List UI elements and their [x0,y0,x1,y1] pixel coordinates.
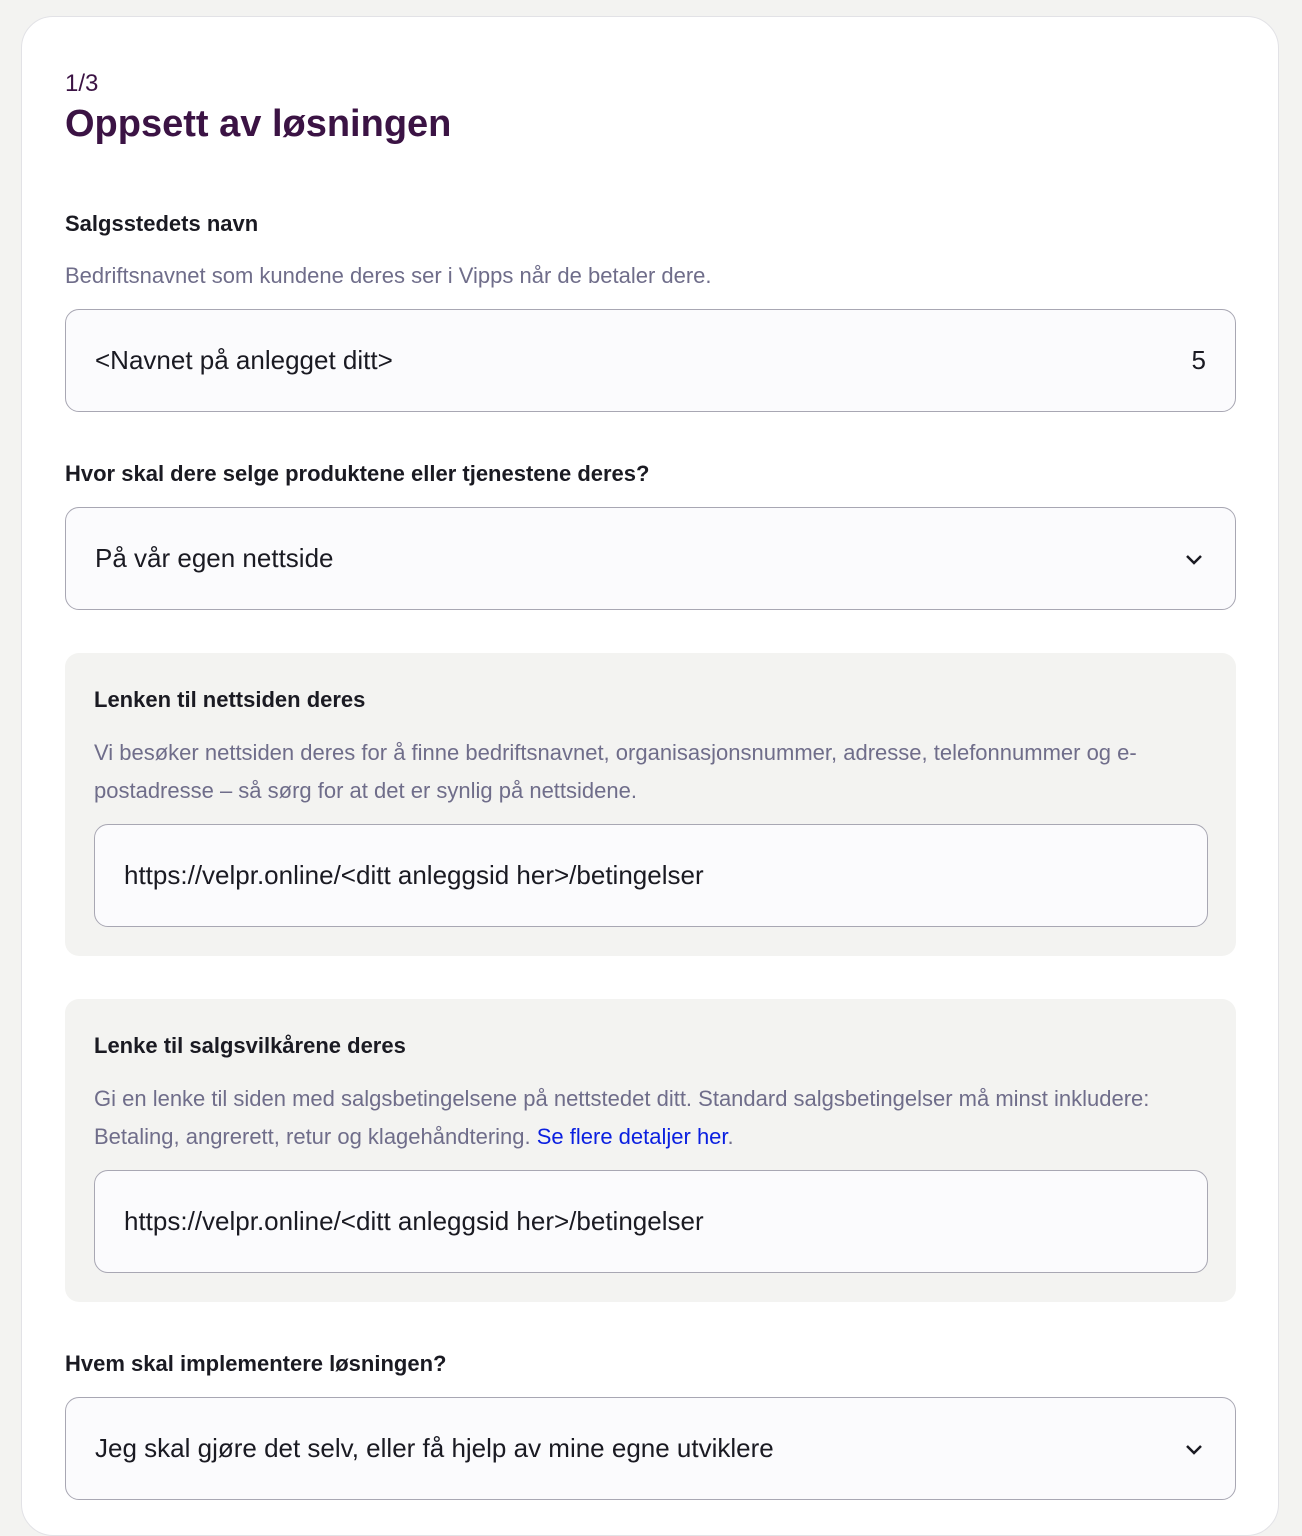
chevron-down-icon [1182,1437,1206,1461]
implementer-value: Jeg skal gjøre det selv, eller få hjelp av mine egne utviklere [95,1433,774,1463]
char-counter: 5 [1191,345,1206,375]
website-input[interactable] [94,824,1208,927]
setup-card [21,16,1279,1536]
name-help: Bedriftsnavnet som kundene deres ser i Vipps når de betaler dere. [65,263,712,288]
step-indicator: 1/3 [65,70,99,97]
terms-value: https://velpr.online/<ditt anleggsid her>/betingelser [124,1206,704,1236]
website-label: Lenken til nettsiden deres [94,687,366,712]
terms-details-link[interactable]: Se flere detaljer her [536,1124,728,1149]
terms-link-suffix: . [727,1124,734,1149]
sales-channel-label: Hvor skal dere selge produktene eller tjenestene deres? [65,461,650,486]
name-label: Salgsstedets navn [65,211,259,236]
terms-panel [65,999,1236,1302]
terms-help-text: Gi en lenke til siden med salgsbetingelsene på nettstedet ditt. Standard salgsbetingelser må minst inkludere: Betaling, angrerett, retur og klagehåndtering. [94,1086,1150,1149]
name-value: <Navnet på anlegget ditt> [95,345,393,375]
implementer-select[interactable] [65,1397,1236,1500]
page-title: Oppsett av løsningen [65,103,452,145]
sales-channel-select[interactable] [65,507,1236,610]
website-value: https://velpr.online/<ditt anleggsid her>/betingelser [124,860,704,890]
name-input[interactable] [65,309,1236,412]
chevron-down-icon [1182,547,1206,571]
sales-channel-value: På vår egen nettside [95,543,334,573]
terms-help [94,1080,1194,1156]
website-help: Vi besøker nettsiden deres for å finne bedriftsnavnet, organisasjonsnummer, adresse, telefonnummer og e-postadresse – så sørg for at det er synlig på nettsidene. [94,740,1137,803]
implementer-label: Hvem skal implementere løsningen? [65,1351,447,1376]
terms-label: Lenke til salgsvilkårene deres [94,1033,406,1058]
terms-input[interactable] [94,1170,1208,1273]
website-panel [65,653,1236,956]
